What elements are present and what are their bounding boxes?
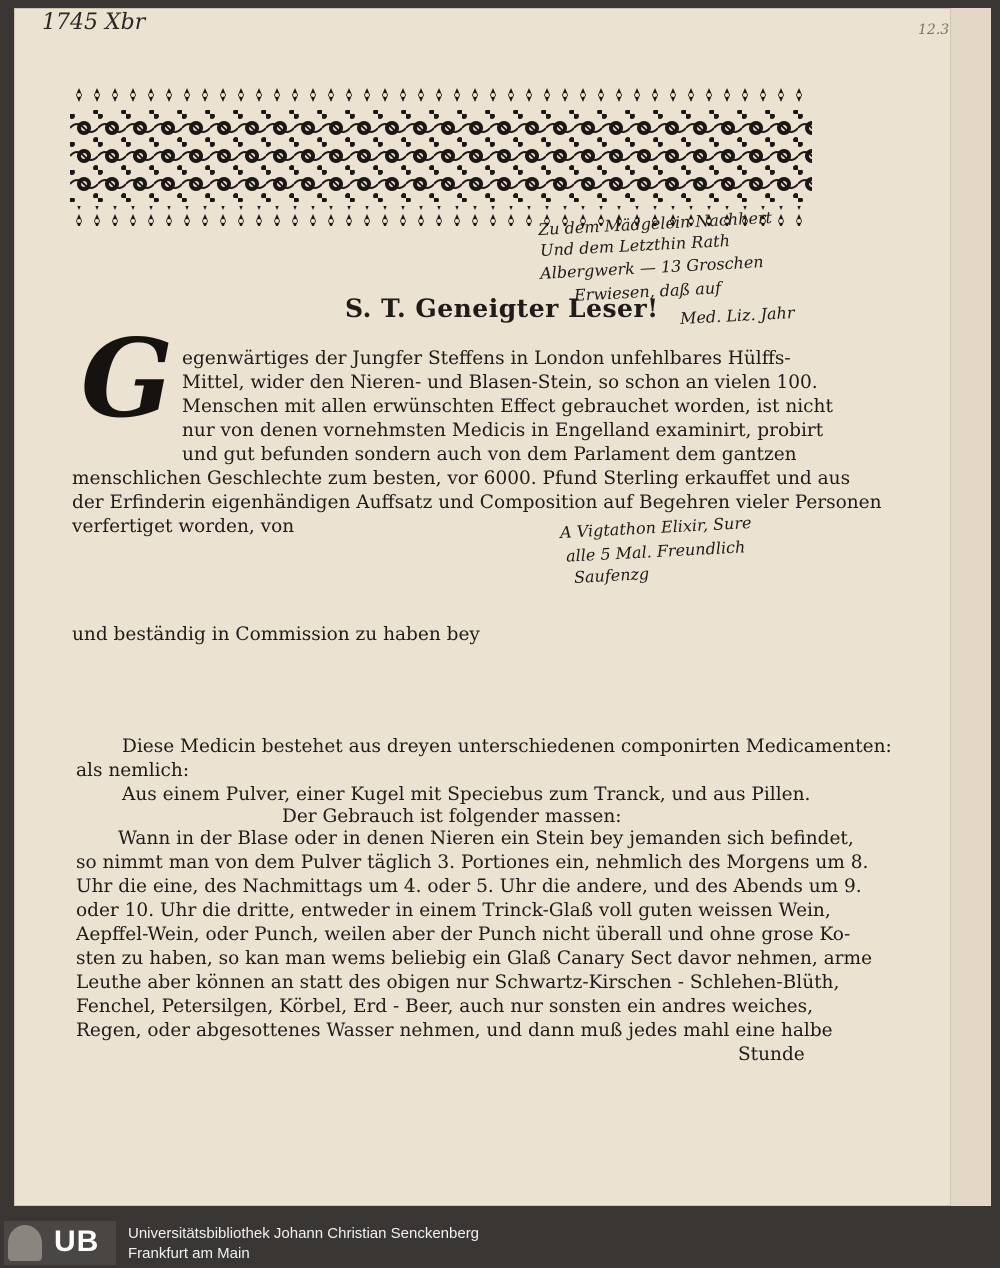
- institution-name: Universitätsbibliothek Johann Christian Senckenberg: [128, 1225, 480, 1242]
- text-line: verfertiget worden, von: [72, 516, 295, 537]
- text-line: Regen, oder abgesottenes Wasser nehmen, und dann muß jedes mahl eine halbe: [76, 1020, 833, 1041]
- text-line: Mittel, wider den Nieren- und Blasen-Stein, so schon an vielen 100.: [182, 372, 818, 393]
- note-line: Zu dem Mädgelein Nachhert: [537, 207, 773, 240]
- note-line: Und dem Letzthin Rath: [539, 231, 731, 260]
- text-line: Menschen mit allen erwünschten Effect gebrauchet worden, ist nicht: [182, 396, 833, 417]
- text-line: menschlichen Geschlechte zum besten, vor 6000. Pfund Sterling erkauffet und aus: [72, 468, 851, 489]
- institution-city: Frankfurt am Main: [128, 1245, 250, 1262]
- text-line: Wann in der Blase oder in denen Nieren ein Stein bey jemanden sich befindet,: [118, 828, 854, 849]
- text-line: nur von denen vornehmsten Medicis in Engelland examinirt, probirt: [182, 420, 824, 441]
- text-line: als nemlich:: [76, 760, 190, 781]
- text-line: der Erfinderin eigenhändigen Auffsatz und Composition auf Begehren vieler Personen: [72, 492, 882, 513]
- text-line: und gut befunden sondern auch von dem Parlament dem gantzen: [182, 444, 797, 465]
- ornamental-header-band: [70, 86, 812, 226]
- catchword: Stunde: [738, 1044, 805, 1065]
- commission-line: und beständig in Commission zu haben bey: [72, 624, 480, 645]
- note-line: Albergwerk — 13 Groschen: [539, 252, 765, 283]
- text-line: Leuthe aber können an statt des obigen nur Schwartz-Kirschen - Schlehen-Blüth,: [76, 972, 840, 993]
- portrait-icon: [8, 1225, 42, 1261]
- text-line: Aus einem Pulver, einer Kugel mit Speciebus zum Tranck, und aus Pillen.: [122, 784, 811, 805]
- note-line: Med. Liz. Jahr: [679, 303, 795, 328]
- text-line: Uhr die eine, des Nachmittags um 4. oder 5. Uhr die andere, und des Abends um 9.: [76, 876, 862, 897]
- library-logo[interactable]: [4, 1221, 116, 1265]
- text-line: Fenchel, Petersilgen, Körbel, Erd - Beer, auch nur sonsten ein andres weiches,: [76, 996, 814, 1017]
- section-heading: Der Gebrauch ist folgender massen:: [282, 806, 622, 827]
- text-line: Aepffel-Wein, oder Punch, weilen aber der Punch nicht überall und ohne grose Ko-: [76, 924, 851, 945]
- note-line: A Vigtathon Elixir, Sure: [559, 513, 752, 542]
- decorated-initial: [72, 316, 182, 442]
- text-line: Diese Medicin bestehet aus dreyen unterschiedenen componirten Medicamenten:: [122, 736, 892, 757]
- text-line: egenwärtiges der Jungfer Steffens in London unfehlbares Hülffs-: [182, 348, 791, 369]
- page-title: S. T. Geneigter Leser!: [345, 294, 659, 323]
- text-line: so nimmt man von dem Pulver täglich 3. Portiones ein, nehmlich des Morgens um 8.: [76, 852, 869, 873]
- logo-text: UB: [54, 1225, 100, 1258]
- library-footer-bar: [0, 1218, 1000, 1268]
- note-line: Erwiesen, daß auf: [573, 278, 722, 305]
- page-edge: [950, 8, 991, 1206]
- note-line: Saufenzg: [573, 564, 650, 587]
- text-line: oder 10. Uhr die dritte, entweder in einem Trinck-Glaß voll guten weissen Wein,: [76, 900, 831, 921]
- text-line: sten zu haben, so kan man wems beliebig ein Glaß Canary Sect davor nehmen, arme: [76, 948, 873, 969]
- handwritten-date-annotation: 1745 Xbr: [42, 10, 146, 35]
- initial-letter: G: [80, 316, 174, 442]
- corner-shelf-mark: 12.3: [918, 22, 950, 38]
- note-line: alle 5 Mal. Freundlich: [565, 537, 746, 566]
